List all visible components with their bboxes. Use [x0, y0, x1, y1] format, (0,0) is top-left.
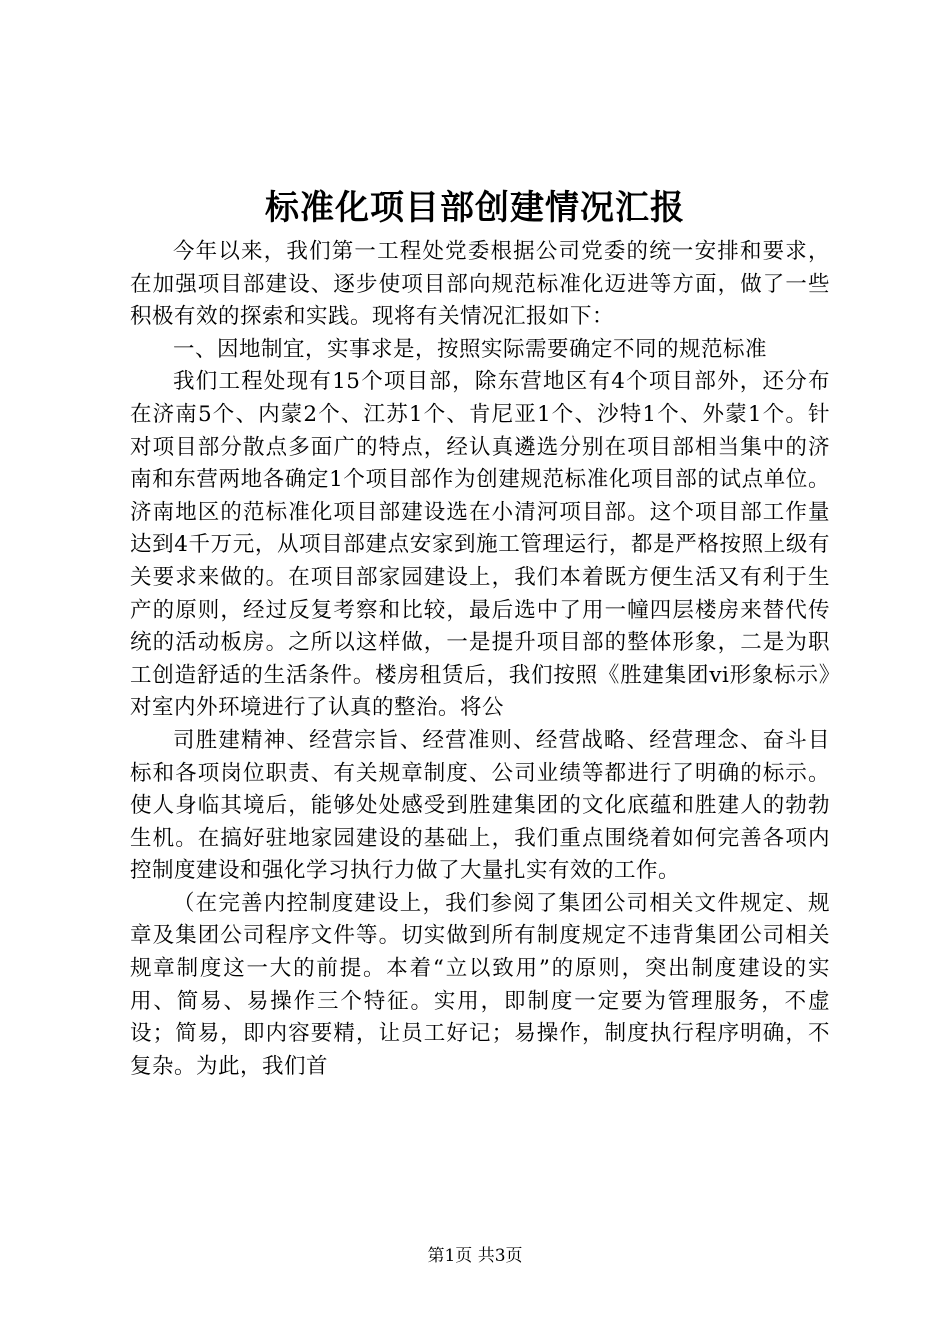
paragraph-project-overview: 我们工程处现有15个项目部，除东营地区有4个项目部外，还分布在济南5个、内蒙2个、江苏1个、肯尼亚1个、沙特1个、外蒙1个。针对项目部分散点多面广的特点，经认真遴选分别在项目部相当集中的济南和东营两地各确定1个项目部作为创建规范标准化项目部的试点单位。济南地区的范标准化项目部建设选在小清河项目部。这个项目部工作量达到4千万元，从项目部建点安家到施工管理运行，都是严格按照上级有关要求来做的。在项目部家园建设上，我们本着既方便生活又有利于生产的原则，经过反复考察和比较，最后选中了用一幢四层楼房来替代传统的活动板房。之所以这样做，一是提升项目部的整体形象，二是为职工创造舒适的生活条件。楼房租赁后，我们按照《胜建集团vi形象标示》对室内外环境进行了认真的整治。将公	[130, 369, 830, 721]
document-title: 标准化项目部创建情况汇报	[265, 188, 685, 228]
page-number-footer: 第1页 共3页	[427, 1246, 523, 1266]
section-heading-1: 一、因地制宜，实事求是，按照实际需要确定不同的规范标准	[173, 336, 768, 362]
paragraph-company-spirit: 司胜建精神、经营宗旨、经营准则、经营战略、经营理念、奋斗目标和各项岗位职责、有关规章制度、公司业绩等都进行了明确的标示。使人身临其境后，能够处处感受到胜建集团的文化底蕴和胜建人的勃勃生机。在搞好驻地家园建设的基础上，我们重点围绕着如何完善各项内控制度建设和强化学习执行力做了大量扎实有效的工作。	[130, 727, 830, 884]
paragraph-intro: 今年以来，我们第一工程处党委根据公司党委的统一安排和要求，在加强项目部建设、逐步使项目部向规范标准化迈进等方面，做了一些积极有效的探索和实践。现将有关情况汇报如下：	[130, 239, 830, 330]
document-body	[130, 236, 830, 1083]
paragraph-internal-control: （在完善内控制度建设上，我们参阅了集团公司相关文件规定、规章及集团公司程序文件等。切实做到所有制度规定不违背集团公司相关规章制度这一大的前提。本着“立以致用”的原则，突出制度建设的实用、简易、易操作三个特征。实用，即制度一定要为管理服务，不虚设；简易，即内容要精，让员工好记；易操作，制度执行程序明确，不复杂。为此，我们首	[130, 890, 830, 1079]
